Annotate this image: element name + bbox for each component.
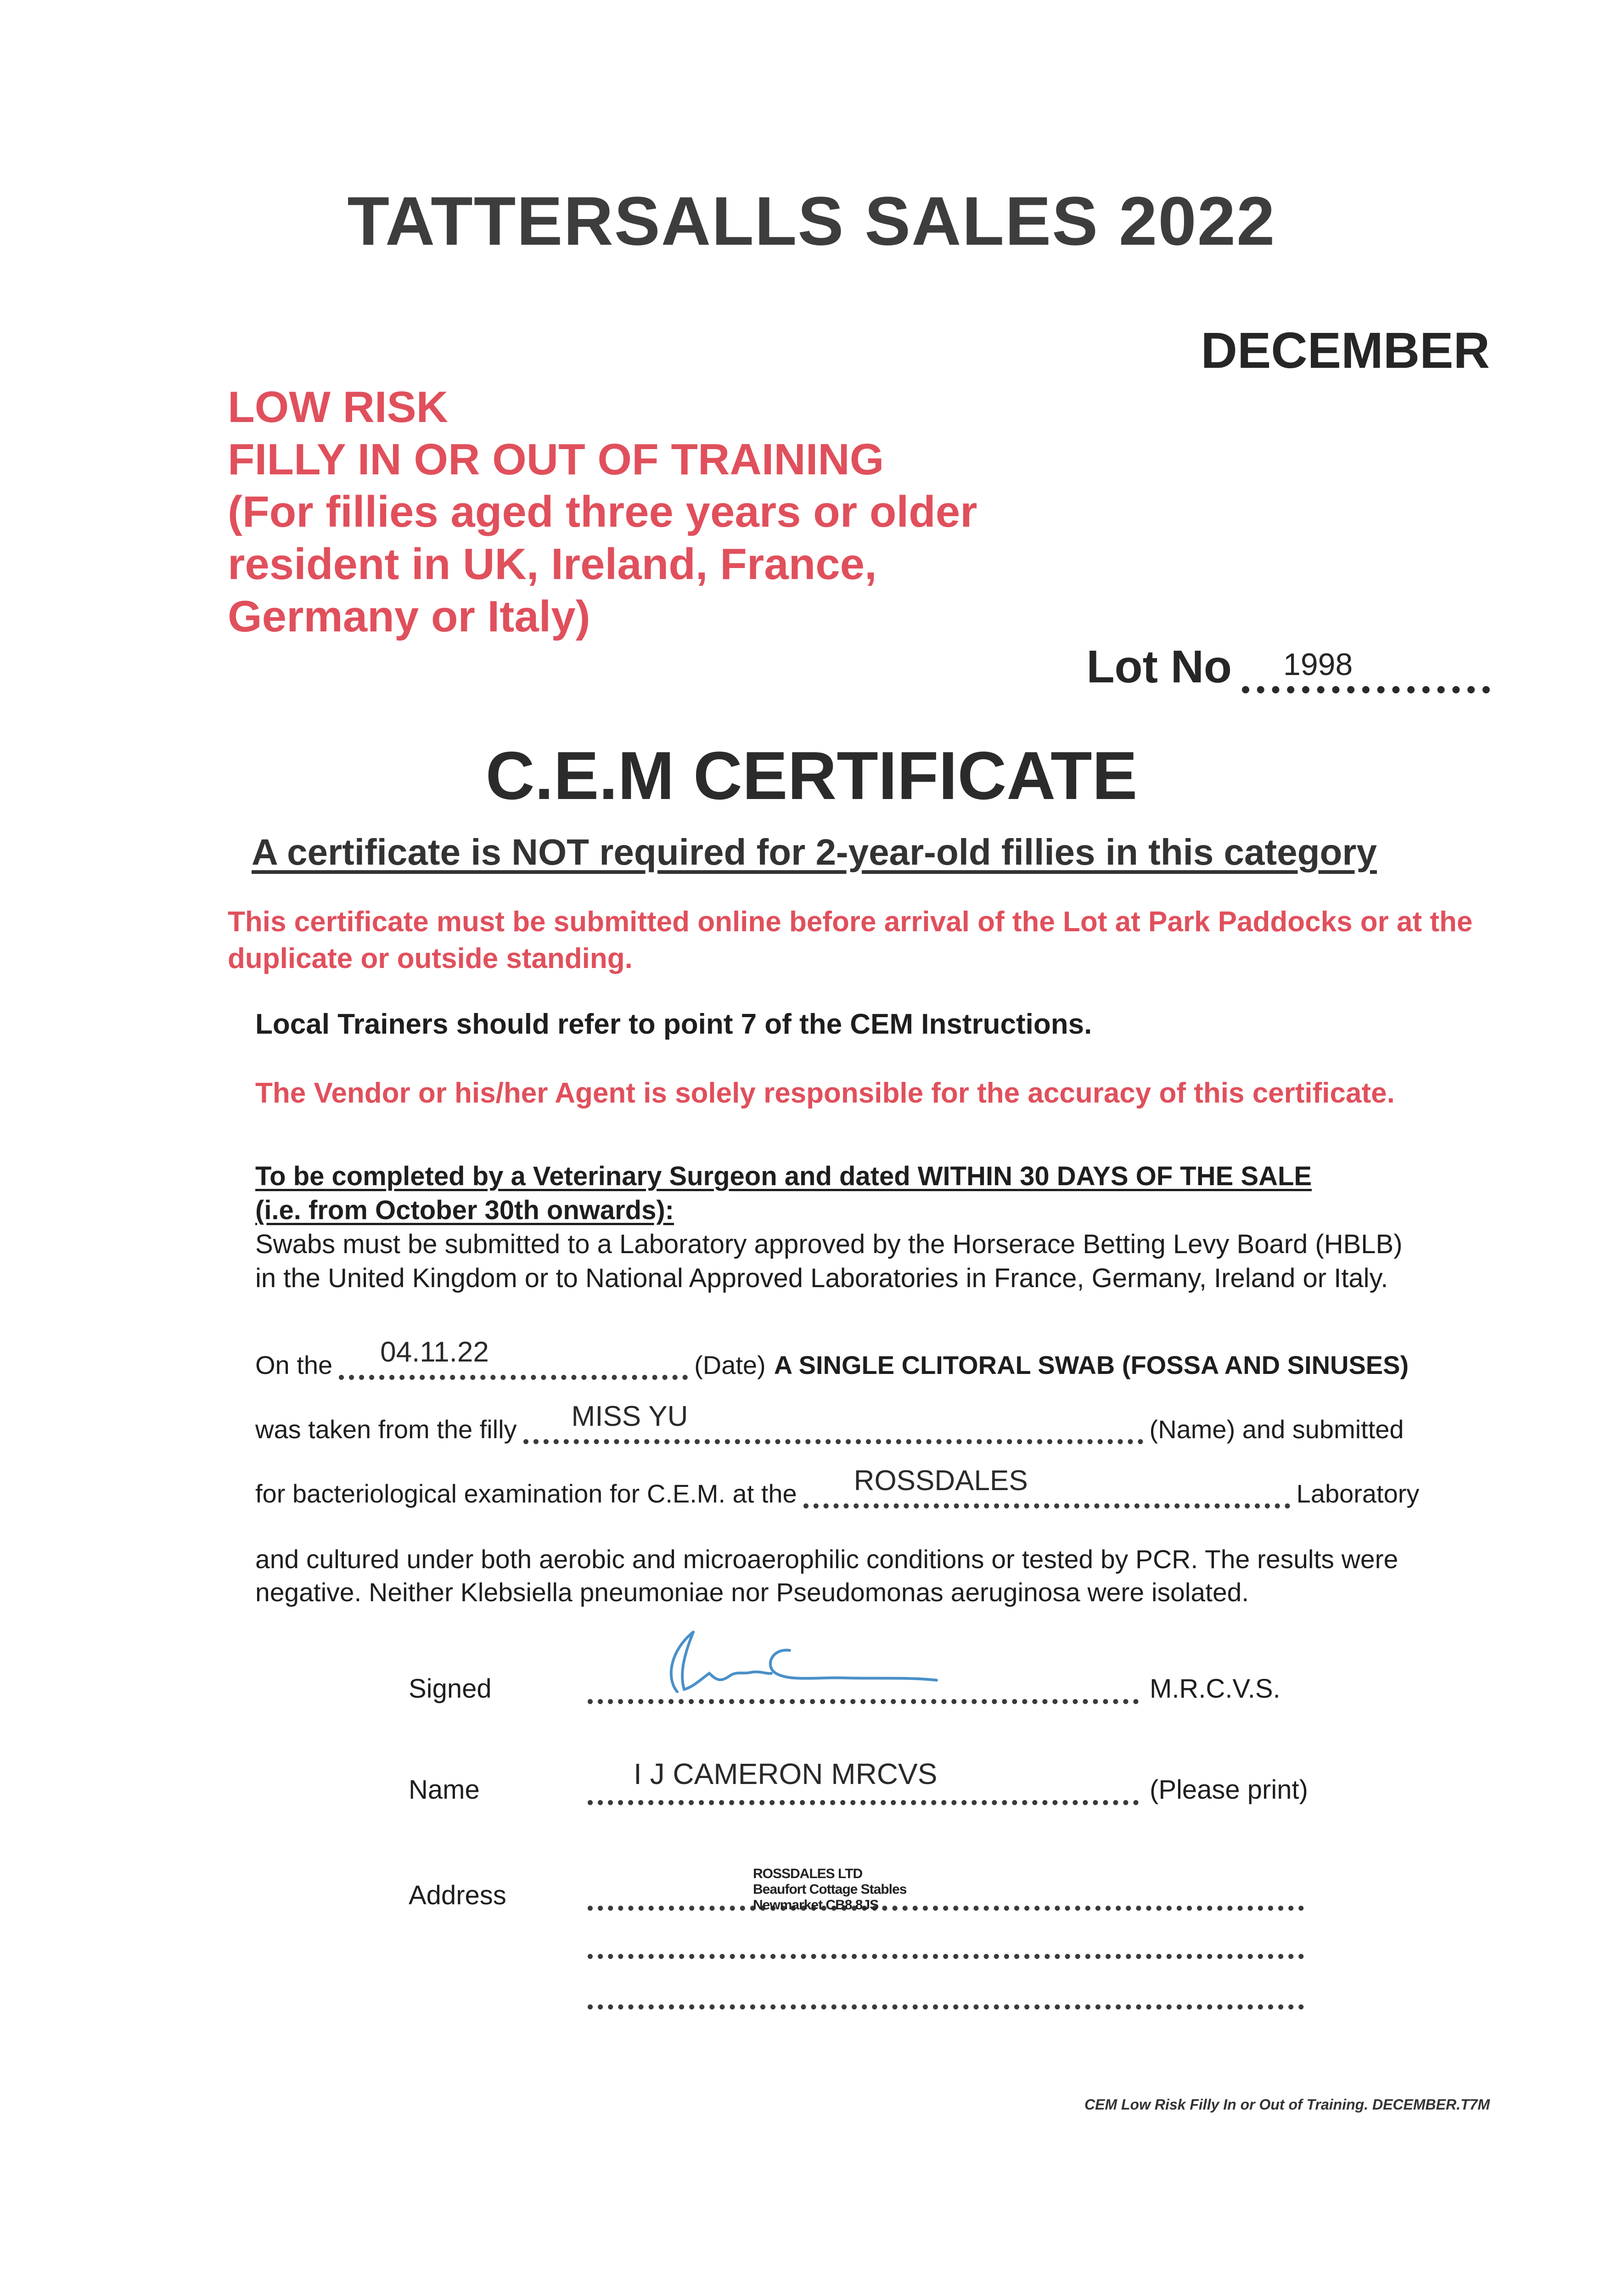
results-text	[255, 1543, 1398, 1609]
lot-label: Lot No	[1086, 641, 1232, 692]
address-field[interactable]	[588, 1866, 1304, 1913]
mrcvs-label: M.R.C.V.S.	[1150, 1674, 1280, 1704]
address-line-3[interactable]	[588, 2000, 1304, 2009]
lot-number-value: 1998	[1283, 647, 1353, 682]
please-print-label: (Please print)	[1150, 1775, 1308, 1805]
vet-name-value: I J CAMERON MRCVS	[634, 1757, 938, 1790]
instruction-text: Swabs must be submitted to a Laboratory approved by the Horserace Betting Levy Board (HBLB)	[255, 1229, 1403, 1259]
address-stamp-line: Beaufort Cottage Stables	[753, 1882, 907, 1897]
address-stamp-line: Newmarket CB8 8JS	[753, 1897, 879, 1913]
certificate-title: C.E.M CERTIFICATE	[485, 738, 1138, 814]
address-line-2[interactable]	[588, 1949, 1304, 1959]
on-the-label: On the	[255, 1351, 333, 1379]
form-reference: CEM Low Risk Filly In or Out of Training. DECEMBER.T7M	[1084, 2096, 1490, 2113]
address-label: Address	[409, 1880, 506, 1910]
signed-label: Signed	[409, 1674, 492, 1704]
date-suffix: (Date)	[694, 1351, 766, 1379]
lot-number-field[interactable]	[1242, 647, 1490, 693]
local-trainers-note: Local Trainers should refer to point 7 of the CEM Instructions.	[255, 1008, 1092, 1040]
category-line: (For fillies aged three years or older	[228, 487, 977, 536]
laboratory-row	[255, 1465, 1420, 1508]
address-row	[409, 1866, 1304, 1913]
signed-row	[409, 1671, 1280, 1704]
category-line: Germany or Italy)	[228, 592, 590, 641]
signature-field[interactable]	[588, 1671, 1139, 1704]
category-line: FILLY IN OR OUT OF TRAINING	[228, 435, 884, 484]
laboratory-value: ROSSDALES	[854, 1465, 1028, 1497]
date-value: 04.11.22	[380, 1336, 489, 1368]
filly-name-field[interactable]	[523, 1401, 1143, 1444]
lab-suffix: Laboratory	[1296, 1479, 1420, 1508]
category-line: resident in UK, Ireland, France,	[228, 540, 877, 589]
taken-from-label: was taken from the filly	[255, 1415, 517, 1444]
address-stamp-line: ROSSDALES LTD	[753, 1866, 863, 1881]
name-row	[409, 1757, 1308, 1805]
page-title: TATTERSALLS SALES 2022	[347, 182, 1276, 259]
vet-instructions	[255, 1159, 1403, 1295]
date-field[interactable]	[339, 1336, 688, 1380]
sale-month: DECEMBER	[1201, 322, 1490, 379]
vet-name-field[interactable]	[588, 1757, 1139, 1805]
signature-image	[652, 1623, 973, 1701]
lot-number-row	[1086, 641, 1490, 693]
instruction-heading: To be completed by a Veterinary Surgeon and dated WITHIN 30 DAYS OF THE SALE	[255, 1161, 1312, 1191]
exam-prefix: for bacteriological examination for C.E.M. at the	[255, 1479, 797, 1508]
vendor-responsibility: The Vendor or his/her Agent is solely responsible for the accuracy of this certificate.	[255, 1077, 1395, 1109]
certificate-note: A certificate is NOT required for 2-year-old fillies in this category	[252, 832, 1377, 872]
filly-name-value: MISS YU	[571, 1401, 688, 1432]
submission-notice: This certificate must be submitted online before arrival of the Lot at Park Paddocks or at the duplicate or outside standing.	[228, 906, 1473, 974]
name-label: Name	[409, 1775, 480, 1805]
instruction-text: in the United Kingdom or to National Approved Laboratories in France, Germany, Ireland or Italy.	[255, 1263, 1388, 1293]
instruction-date-range: (i.e. from October 30th onwards):	[255, 1195, 674, 1225]
address-stamp	[753, 1866, 906, 1913]
category-line: LOW RISK	[228, 383, 448, 432]
swab-description: A SINGLE CLITORAL SWAB (FOSSA AND SINUSES)	[774, 1351, 1409, 1379]
laboratory-field[interactable]	[803, 1465, 1290, 1508]
results-line: and cultured under both aerobic and microaerophilic conditions or tested by PCR. The results were	[255, 1545, 1398, 1574]
name-suffix: (Name) and submitted	[1149, 1415, 1404, 1444]
date-row	[255, 1336, 1409, 1380]
results-line: negative. Neither Klebsiella pneumoniae nor Pseudomonas aeruginosa were isolated.	[255, 1578, 1249, 1607]
filly-row	[255, 1401, 1404, 1444]
category-block	[228, 381, 977, 643]
